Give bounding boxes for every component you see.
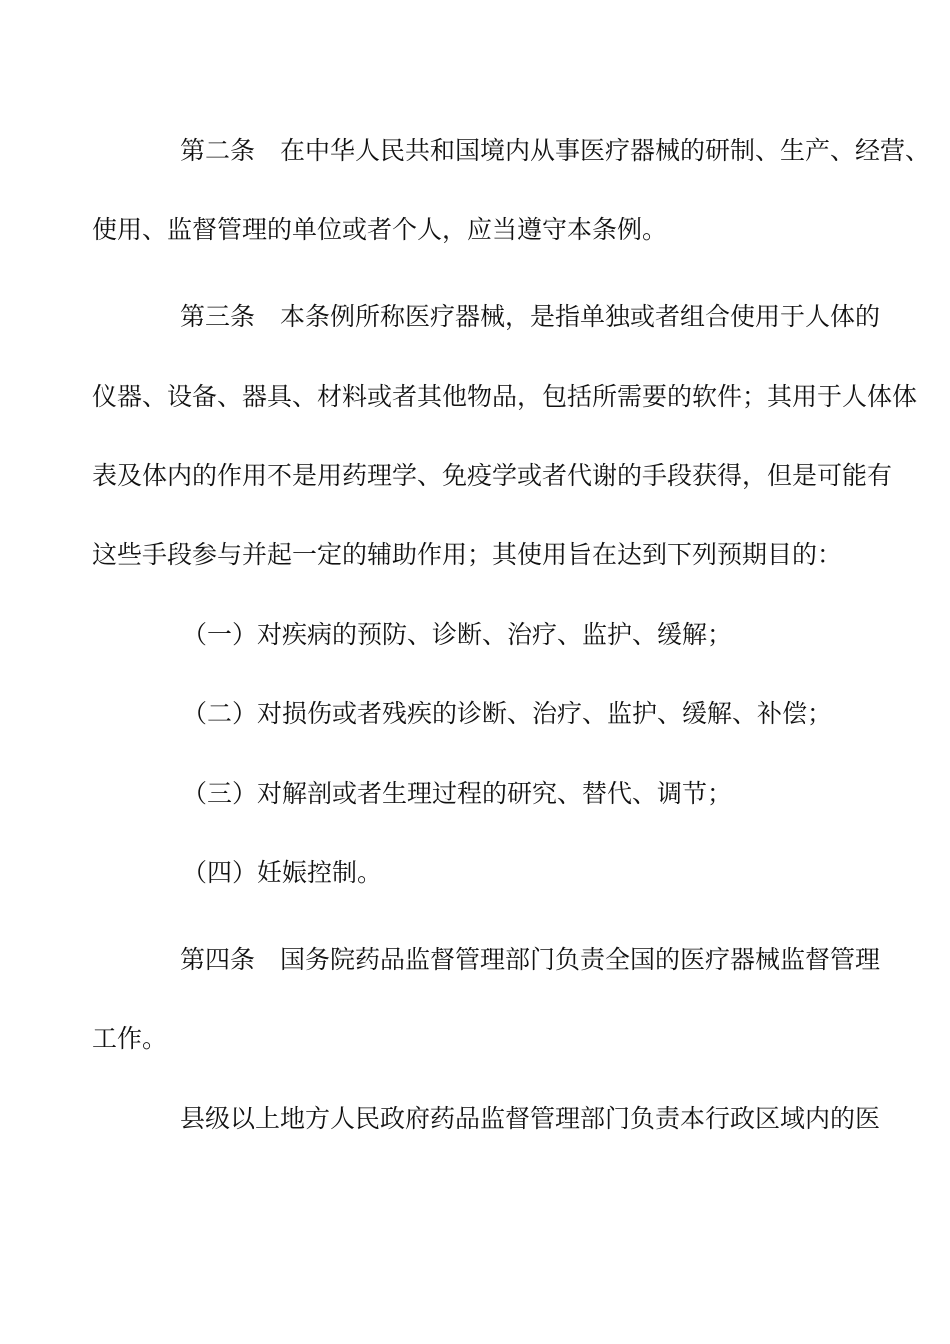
- article-3-item-1: （一）对疾病的预防、诊断、治疗、监护、缓解；: [182, 620, 733, 649]
- article-3-line-4: 这些手段参与并起一定的辅助作用；其使用旨在达到下列预期目的：: [92, 540, 843, 569]
- article-3-line-1: 第三条 本条例所称医疗器械，是指单独或者组合使用于人体的: [180, 302, 881, 331]
- article-3-item-3: （三）对解剖或者生理过程的研究、替代、调节；: [182, 779, 733, 808]
- article-3-item-2: （二）对损伤或者残疾的诊断、治疗、监护、缓解、补偿；: [182, 699, 833, 728]
- article-3-line-3: 表及体内的作用不是用药理学、免疫学或者代谢的手段获得，但是可能有: [92, 461, 893, 490]
- article-4-line-1: 第四条 国务院药品监督管理部门负责全国的医疗器械监督管理: [180, 945, 881, 974]
- article-3-item-4: （四）妊娠控制。: [182, 858, 383, 887]
- article-2-line-1: 第二条 在中华人民共和国境内从事医疗器械的研制、生产、经营、: [180, 136, 931, 165]
- article-4-line-3: 县级以上地方人民政府药品监督管理部门负责本行政区域内的医: [180, 1104, 881, 1133]
- article-4-line-2: 工作。: [92, 1024, 168, 1053]
- article-3-line-2: 仪器、设备、器具、材料或者其他物品，包括所需要的软件；其用于人体体: [92, 382, 918, 411]
- article-2-line-2: 使用、监督管理的单位或者个人，应当遵守本条例。: [92, 215, 668, 244]
